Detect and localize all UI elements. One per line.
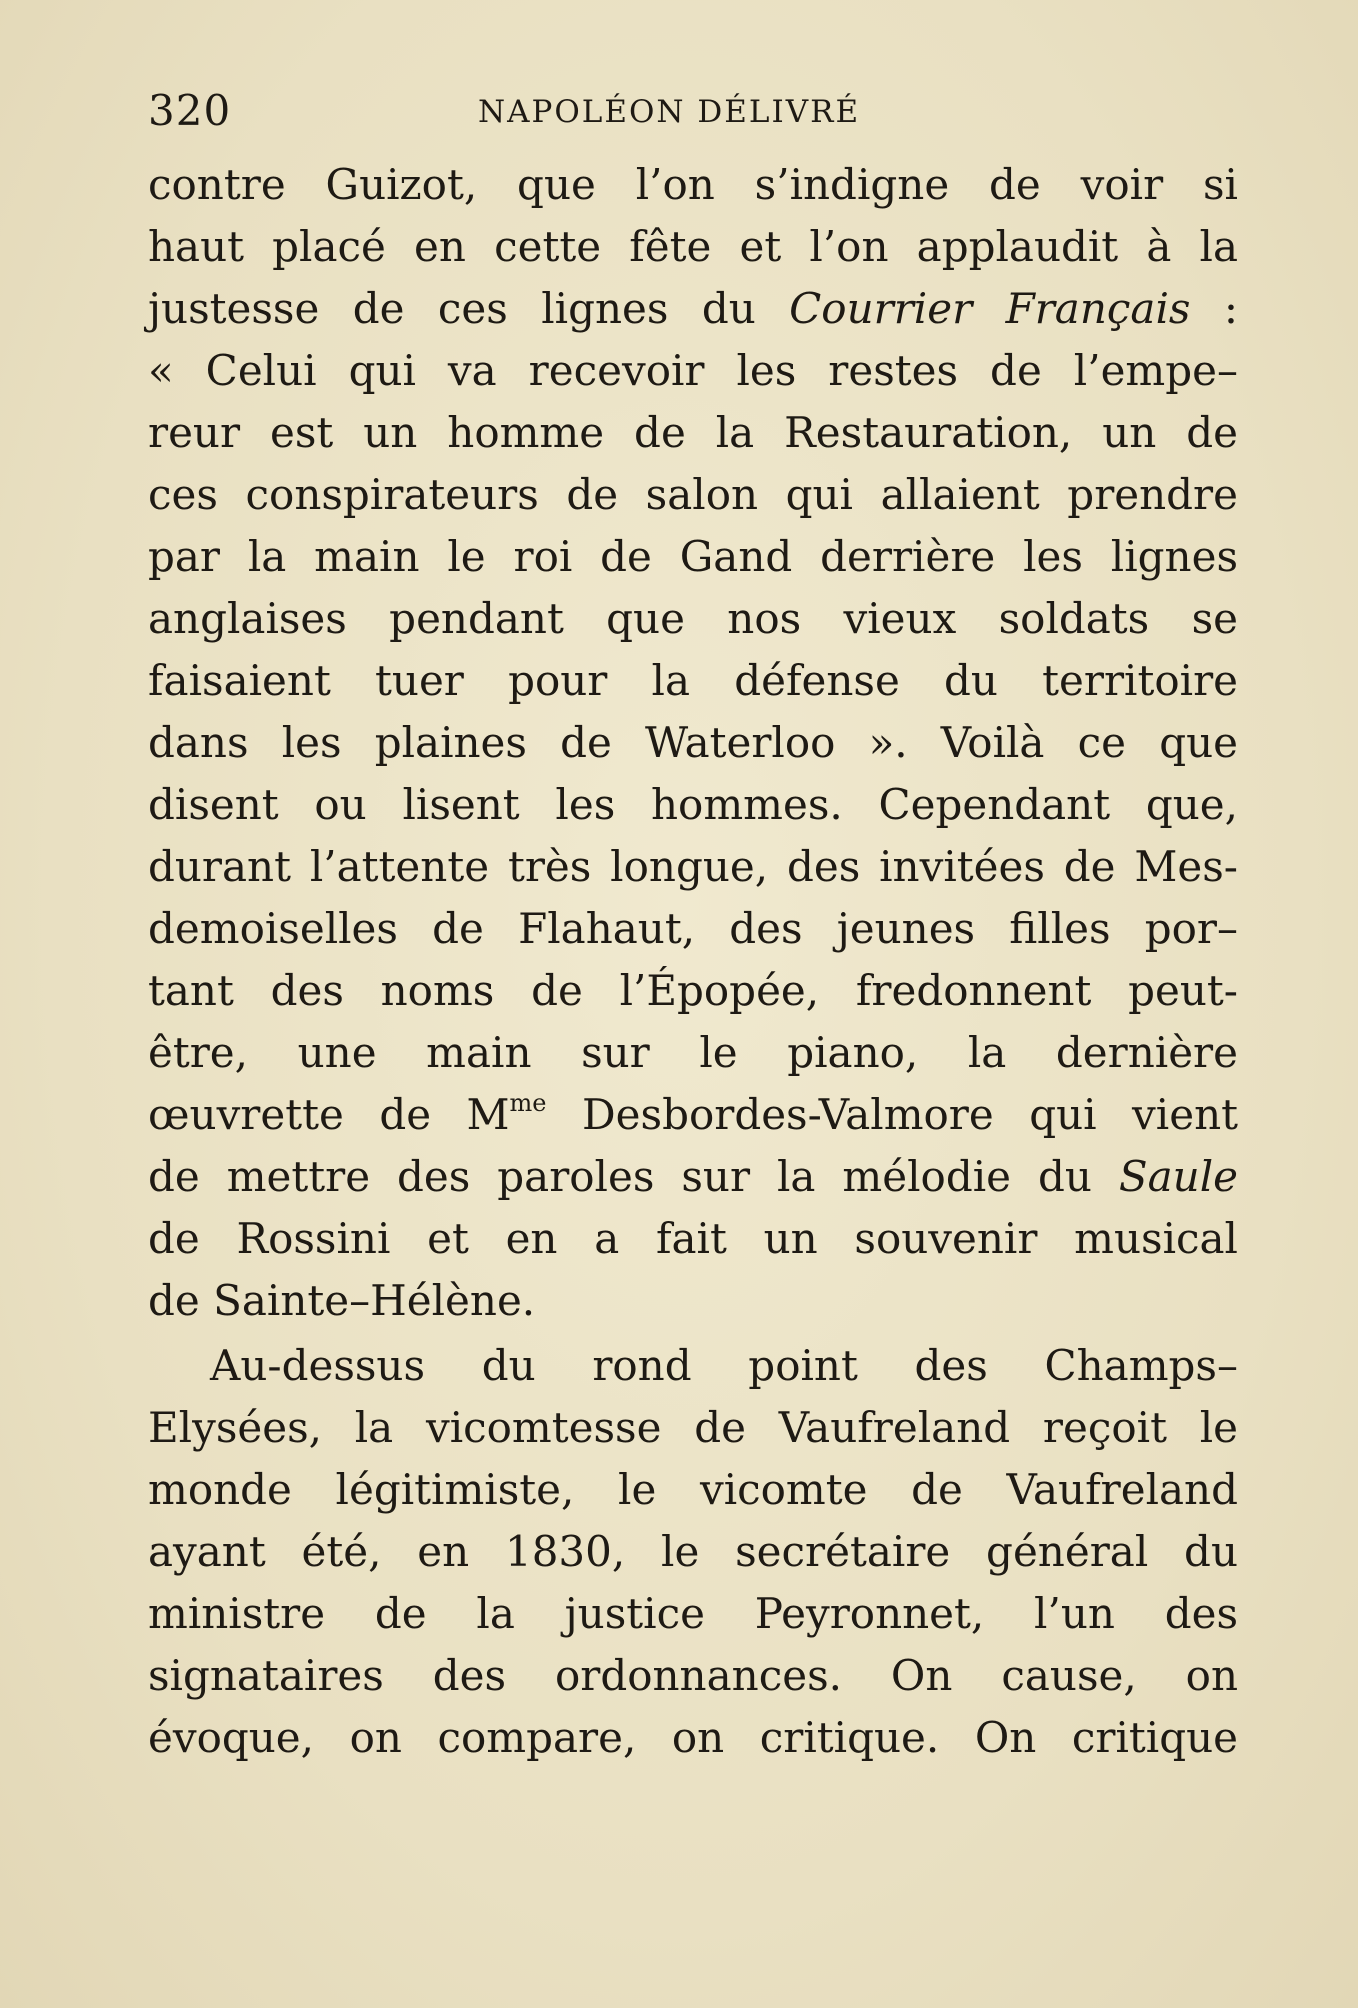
paragraph — [148, 1335, 1238, 1769]
text-line: évoque, on compare, on critique. On critique — [148, 1713, 1238, 1762]
text-line: ministre de la justice Peyronnet, l’un des — [148, 1589, 1238, 1638]
paragraph — [148, 154, 1238, 1332]
text-line: demoiselles de Flahaut, des jeunes filles por– — [148, 904, 1238, 953]
text-line: ces conspirateurs de salon qui allaient prendre — [148, 470, 1238, 519]
text-segment: Desbordes-Valmore qui vient — [546, 1090, 1239, 1139]
page-number: 320 — [148, 86, 232, 135]
text-line: « Celui qui va recevoir les restes de l’empe– — [148, 346, 1238, 395]
text-line: de Sainte–Hélène. — [148, 1276, 536, 1325]
text-line: signataires des ordonnances. On cause, on — [148, 1651, 1238, 1700]
text-line: être, une main sur le piano, la dernière — [148, 1028, 1238, 1077]
text-line: dans les plaines de Waterloo ». Voilà ce que — [148, 718, 1238, 767]
running-title: NAPOLÉON DÉLIVRÉ — [478, 94, 861, 130]
text-segment: de mettre des paroles sur la mélodie du — [148, 1152, 1092, 1201]
text-line: durant l’attente très longue, des invitées de Mes- — [148, 842, 1238, 891]
superscript: me — [509, 1089, 547, 1117]
text-line: haut placé en cette fête et l’on applaudit à la — [148, 222, 1238, 271]
text-segment: : — [1190, 284, 1238, 333]
text-segment: œuvrette de M — [148, 1090, 510, 1139]
page-header — [148, 82, 1238, 142]
text-line: Au-dessus du rond point des Champs– — [210, 1341, 1238, 1390]
text-line: anglaises pendant que nos vieux soldats se — [148, 594, 1238, 643]
text-line: faisaient tuer pour la défense du territoire — [148, 656, 1238, 705]
text-line: par la main le roi de Gand derrière les lignes — [148, 532, 1238, 581]
text-line: de Rossini et en a fait un souvenir musical — [148, 1214, 1238, 1263]
text-line — [148, 1084, 1238, 1146]
song-title: Saule — [1118, 1152, 1239, 1201]
text-line — [148, 1146, 1238, 1208]
newspaper-title: Courrier Français — [789, 284, 1191, 333]
text-line: disent ou lisent les hommes. Cependant que, — [148, 780, 1238, 829]
text-line — [148, 278, 1238, 340]
text-line: monde légitimiste, le vicomte de Vaufreland — [148, 1465, 1238, 1514]
body-text — [148, 154, 1238, 1769]
text-line: ayant été, en 1830, le secrétaire général du — [148, 1527, 1238, 1576]
text-line: tant des noms de l’Épopée, fredonnent peut- — [148, 966, 1238, 1015]
text-line: Elysées, la vicomtesse de Vaufreland reçoit le — [148, 1403, 1238, 1452]
text-line: reur est un homme de la Restauration, un de — [148, 408, 1238, 457]
text-segment: justesse de ces lignes du — [148, 284, 756, 333]
text-line: contre Guizot, que l’on s’indigne de voir si — [148, 160, 1238, 209]
